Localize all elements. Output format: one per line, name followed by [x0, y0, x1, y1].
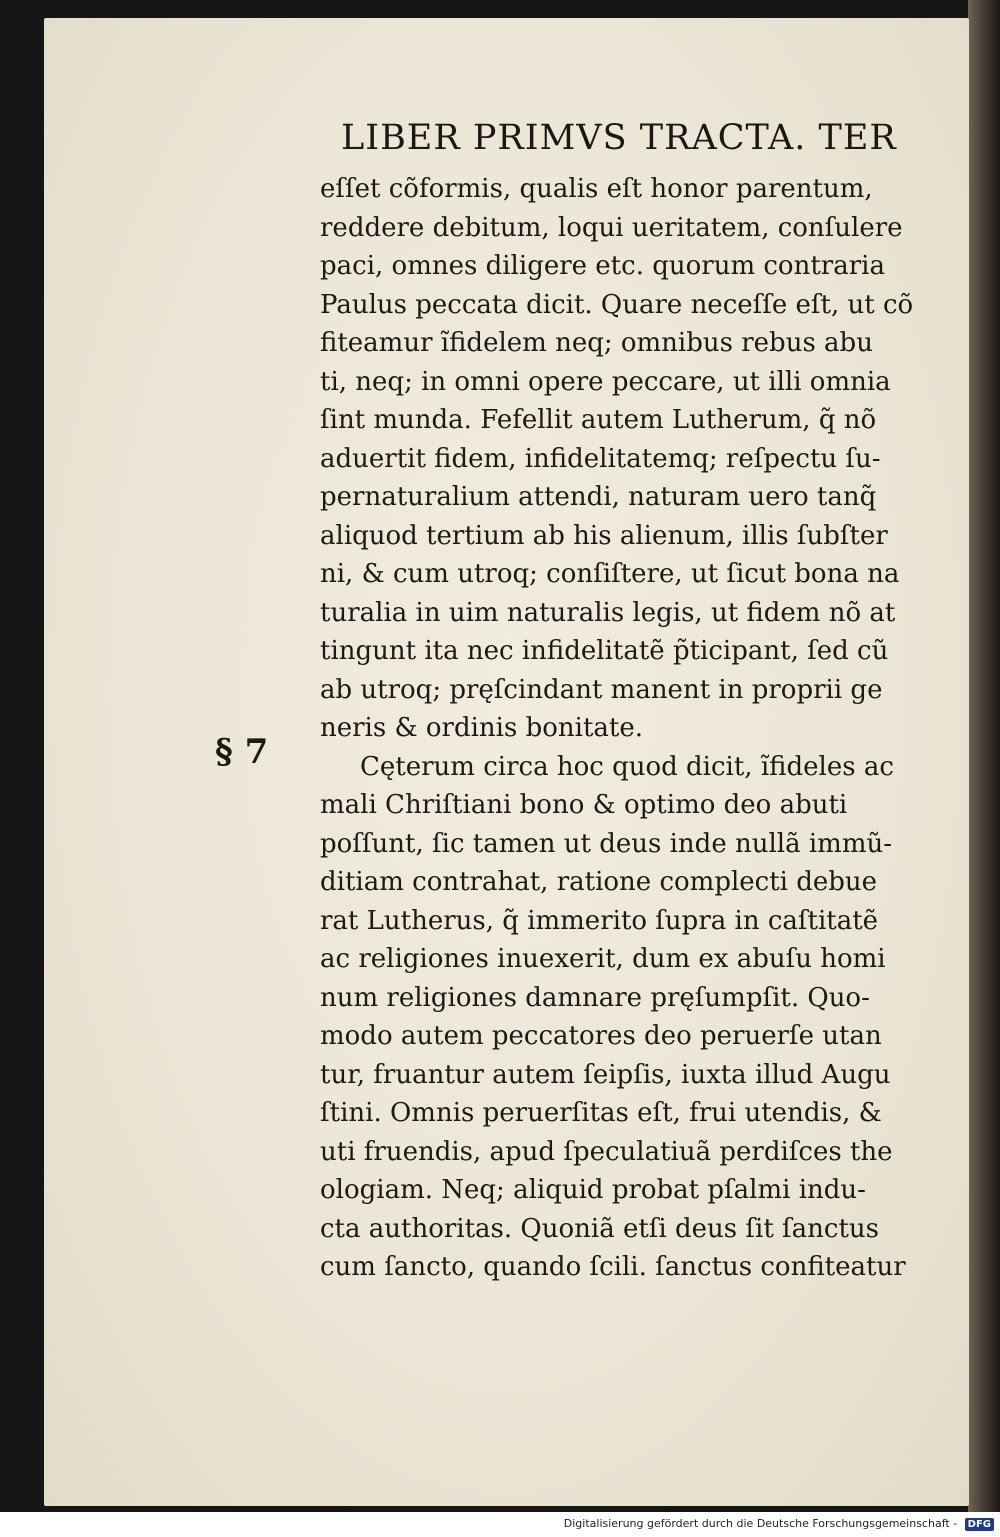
text-line: paci, omnes diligere etc. quorum contraria [320, 251, 885, 281]
adjacent-page-edge [968, 0, 1000, 1512]
section-marker: § 7 [215, 732, 269, 772]
credit-text: Digitalisierung gefördert durch die Deutsche Forschungsgemeinschaft - [563, 1517, 958, 1530]
text-line: tingunt ita nec infidelitatẽ p̃ticipant, ſed cũ [320, 636, 889, 666]
text-line: uti fruendis, apud ſpeculatiuã perdiſces the [320, 1136, 893, 1167]
dfg-logo: DFG [965, 1518, 994, 1531]
running-head: LIBER PRIMVS TRACTA. TER [341, 118, 897, 158]
text-block [320, 170, 950, 1287]
text-line: ac religiones inuexerit, dum ex abuſu homi [320, 944, 886, 974]
text-line: pernaturalium attendi, naturam uero tanq̃ [320, 482, 877, 512]
text-line: tur, fruantur autem ſeipſis, iuxta illud Augu [320, 1059, 891, 1090]
text-line: rat Lutherus, q̃ immerito ſupra in caſtitatẽ [320, 905, 879, 936]
text-line: num religiones damnare pręſumpſit. Quo- [320, 982, 870, 1013]
text-line: ti, neq; in omni opere peccare, ut illi omnia [320, 366, 891, 397]
text-line: ſint munda. Fefellit autem Lutherum, q̃ nõ [320, 405, 877, 435]
text-line: eſſet cõformis, qualis eſt honor parentum, [320, 174, 873, 204]
text-line: aliquod tertium ab his alienum, illis ſubſter [320, 520, 888, 551]
text-line: ditiam contrahat, ratione complecti debue [320, 867, 878, 897]
text-line: cum ſancto, quando ſcili. ſanctus confiteatur [320, 1252, 906, 1282]
digitization-credit [564, 1517, 994, 1531]
text-line: ni, & cum utroq; conſiſtere, ut ſicut bona na [320, 559, 900, 589]
text-line: ologiam. Neq; aliquid probat pſalmi indu- [320, 1175, 866, 1205]
text-line: cta authoritas. Quoniã etſi deus ſit ſanctus [320, 1213, 880, 1244]
text-line: ſtini. Omnis peruerſitas eſt, frui utendis, & [320, 1098, 882, 1128]
text-line: neris & ordinis bonitate. [320, 713, 644, 743]
text-line: Paulus peccata dicit. Quare neceſſe eſt, ut cõ [320, 289, 914, 320]
text-line: ab utroq; pręſcindant manent in proprii ge [320, 674, 883, 705]
text-line: poſſunt, ſic tamen ut deus inde nullã immũ- [320, 828, 893, 859]
text-line: reddere debitum, loqui ueritatem, conſulere [320, 212, 903, 243]
text-line: turalia in uim naturalis legis, ut fidem nõ at [320, 597, 896, 628]
text-line: aduertit fidem, infidelitatemq; reſpectu ſu- [320, 443, 881, 474]
text-line: fiteamur ĩfidelem neq; omnibus rebus abu [320, 328, 873, 358]
text-line: Cęterum circa hoc quod dicit, ĩfideles ac [360, 751, 894, 782]
text-line: mali Chriſtiani bono & optimo deo abuti [320, 790, 848, 820]
text-line: modo autem peccatores deo peruerſe utan [320, 1021, 882, 1051]
